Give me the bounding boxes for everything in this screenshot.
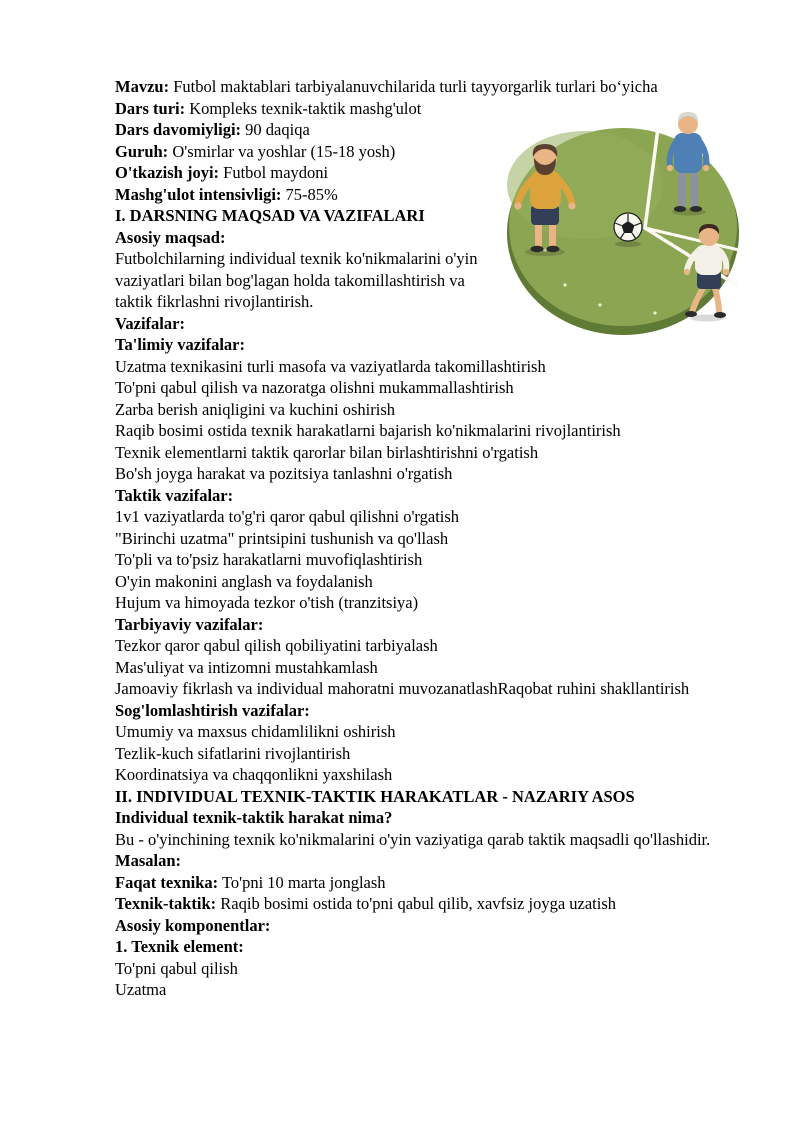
text-line-bold: Masalan:	[115, 851, 181, 870]
text-line	[115, 485, 740, 507]
text-line-normal: O'smirlar va yoshlar (15-18 yosh)	[168, 141, 396, 161]
text-line	[115, 936, 740, 958]
text-line-bold: Sog'lomlashtirish vazifalar:	[115, 700, 310, 720]
text-line	[115, 807, 740, 829]
text-line-normal: To'pli va to'psiz harakatlarni muvofiqlashtirish	[115, 550, 423, 569]
text-line-bold: Tarbiyaviy vazifalar:	[115, 614, 264, 634]
text-line-bold: Guruh:	[115, 141, 169, 161]
text-line-bold: Asosiy maqsad:	[115, 227, 226, 247]
text-line	[115, 743, 740, 765]
text-line	[115, 377, 740, 399]
text-line-normal: Bo'sh joyga harakat va pozitsiya tanlashni o'rgatish	[115, 464, 453, 483]
text-line	[115, 420, 740, 442]
text-line-normal: Raqib bosimi ostida to'pni qabul qilib, xavfsiz joyga uzatish	[216, 894, 617, 913]
document-lines	[115, 76, 740, 1001]
text-line-normal: To'pni qabul qilish va nazoratga olishni mukammallashtirish	[115, 378, 514, 397]
text-line	[115, 979, 740, 1001]
text-line-normal: Tezkor qaror qabul qilish qobiliyatini tarbiyalash	[115, 636, 438, 655]
text-line	[115, 592, 740, 614]
text-line	[115, 829, 740, 851]
text-line	[115, 399, 740, 421]
text-line	[115, 614, 740, 636]
text-line	[115, 463, 740, 485]
text-line	[115, 657, 740, 679]
text-line-bold: Dars davomiyligi:	[115, 120, 242, 139]
text-line-normal: To'pni qabul qilish	[115, 958, 238, 978]
text-line-bold: 1. Texnik element:	[115, 937, 244, 956]
text-line-normal: Uzatma texnikasini turli masofa va vaziyatlarda takomillashtirish	[115, 356, 546, 376]
text-line-bold: II. INDIVIDUAL TEXNIK-TAKTIK HARAKATLAR - NAZARIY ASOS	[115, 786, 635, 806]
text-line-bold: Mashg'ulot intensivligi:	[115, 184, 282, 204]
text-line	[115, 76, 740, 98]
text-line-bold: Texnik-taktik:	[115, 894, 217, 913]
text-line	[115, 442, 740, 464]
text-line-normal: Zarba berish aniqligini va kuchini oshirish	[115, 399, 395, 419]
text-line-normal: "Birinchi uzatma" printsipini tushunish va qo'llash	[115, 528, 449, 548]
text-line-normal: Raqib bosimi ostida texnik harakatlarni bajarish ko'nikmalarini rivojlantirish	[115, 421, 621, 440]
text-line-bold: Ta'limiy vazifalar:	[115, 335, 246, 354]
text-line-normal: 90 daqiqa	[241, 120, 310, 139]
text-line-normal: Futbol maydoni	[219, 163, 329, 182]
text-line	[115, 721, 740, 743]
text-line	[115, 893, 740, 915]
text-line	[115, 850, 740, 872]
text-line	[115, 528, 740, 550]
text-line-normal: Futbolchilarning individual texnik ko'nikmalarini o'yin vaziyatlari bilan bog'lagan holda takomillashtirish va taktik fikrlashni rivojlantirish.	[115, 249, 478, 311]
text-line-normal: 1v1 vaziyatlarda to'g'ri qaror qabul qilishni o'rgatish	[115, 507, 460, 526]
text-line	[115, 786, 740, 808]
text-line-bold: Dars turi:	[115, 98, 186, 118]
text-line-bold: Individual texnik-taktik harakat nima?	[115, 808, 393, 827]
text-line-normal: Bu - o'yinchining texnik ko'nikmalarini o'yin vaziyatiga qarab taktik maqsadli qo'llashidir.	[115, 829, 711, 849]
text-line	[115, 915, 740, 937]
text-line-normal: Umumiy va maxsus chidamlilikni oshirish	[115, 722, 396, 741]
football-illustration	[505, 100, 740, 338]
text-line-normal: 75-85%	[281, 184, 338, 204]
text-line-bold: Vazifalar:	[115, 313, 185, 333]
text-line-bold: Taktik vazifalar:	[115, 485, 234, 505]
text-line-normal: Koordinatsiya va chaqqonlikni yaxshilash	[115, 765, 393, 784]
text-line	[115, 635, 740, 657]
text-line-normal: Futbol maktablari tarbiyalanuvchilarida turli tayyorgarlik turlari boʻyicha	[169, 77, 658, 96]
text-line	[115, 571, 740, 593]
text-line-bold: Mavzu:	[115, 77, 170, 96]
text-line-bold: I. DARSNING MAQSAD VA VAZIFALARI	[115, 206, 425, 225]
text-line-bold: Asosiy komponentlar:	[115, 915, 271, 935]
text-line-normal: Jamoaviy fikrlash va individual mahoratni muvozanatlashRaqobat ruhini shakllantirish	[115, 679, 690, 698]
text-line	[115, 549, 740, 571]
text-line	[115, 872, 740, 894]
text-line-normal: O'yin makonini anglash va foydalanish	[115, 571, 373, 591]
text-line	[115, 958, 740, 980]
text-line	[115, 506, 740, 528]
text-line-normal: Tezlik-kuch sifatlarini rivojlantirish	[115, 743, 351, 763]
text-line-normal: Kompleks texnik-taktik mashg'ulot	[185, 98, 422, 118]
text-line-normal: Hujum va himoyada tezkor o'tish (tranzitsiya)	[115, 593, 419, 612]
text-line	[115, 356, 740, 378]
text-line-normal: Uzatma	[115, 980, 167, 999]
text-line-normal: To'pni 10 marta jonglash	[218, 872, 386, 892]
text-line-normal: Texnik elementlarni taktik qarorlar bilan birlashtirishni o'rgatish	[115, 442, 539, 462]
text-line-bold: O'tkazish joyi:	[115, 163, 220, 182]
text-line-normal: Mas'uliyat va intizomni mustahkamlash	[115, 657, 378, 677]
text-line	[115, 678, 740, 700]
text-line-bold: Faqat texnika:	[115, 872, 219, 892]
text-line	[115, 700, 740, 722]
text-line	[115, 764, 740, 786]
